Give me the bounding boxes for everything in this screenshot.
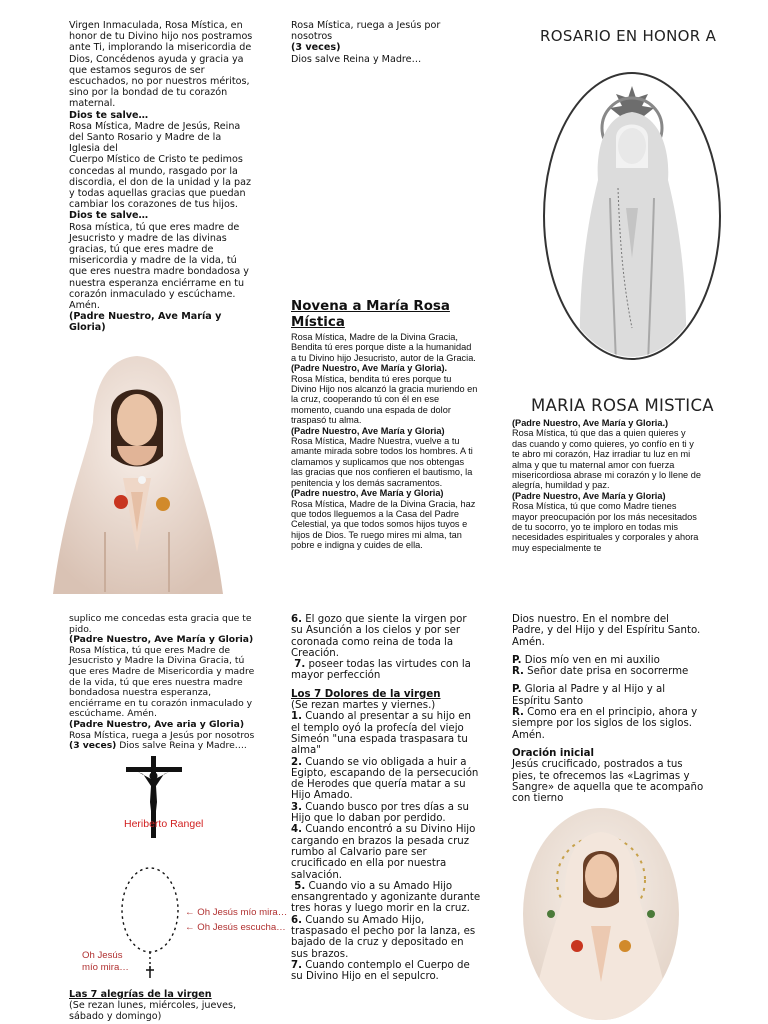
alegrias-sub: (Se rezan lunes, miércoles, jueves, sábado y domingo) — [69, 1000, 237, 1023]
virgin-rosa-mistica-image-2 — [521, 806, 681, 1022]
col3b-p2-label: P. — [512, 684, 522, 696]
rosary-label-oh-jesus: Oh Jesús — [82, 950, 123, 961]
col3b-p-line: Dios mío ven en mi auxilio — [524, 654, 660, 666]
novena-r1: (Padre Nuestro, Ave María y Gloria). — [291, 363, 448, 374]
oracion-inicial-title: Oración inicial — [512, 747, 595, 759]
dolor-4-number: 4. — [291, 824, 302, 836]
col1b-tres-veces: (3 veces) — [69, 740, 117, 752]
col3-p1: Rosa Mística, tú que das a quien quieres y das cuando y como quieres, yo confío en ti y te abro mi corazón, Haz irradiar tu luz en mi alma y que tu maternal amor con fuerza misericordiosa abrase mi corazón y lo llene de alegría, humildad y paz. — [512, 428, 701, 491]
dolor-5: Cuando vio a su Amado Hijo ensangrentado y agonizante durante tres horas y luego morir en la cruz. — [291, 880, 481, 915]
paragraph-4: Rosa mística, tú que eres madre de Jesucristo y madre de las divinas gracias, tú que eres madre de misericordia y madre de la vida, tú que eres nuestra madre bondadosa y nuestra esperanza enciérrame en tu corazón inmaculado y escúchame. Amén. — [69, 221, 249, 312]
col1b-p3: Rosa Mística, ruega a Jesús por nosotros — [69, 729, 255, 741]
col3b-p-label: P. — [512, 654, 522, 666]
col3b-p2-line: Gloria al Padre y al Hijo y al Espíritu Santo — [512, 684, 666, 707]
dolor-6-number: 6. — [291, 914, 302, 926]
dolores-title: Los 7 Dolores de la virgen — [291, 688, 441, 700]
virgin-crowned-oval-image — [540, 68, 725, 364]
dolor-1-number: 1. — [291, 711, 302, 723]
paragraph-3: Cuerpo Místico de Cristo te pedimos concedas al mundo, rasgado por la discordia, el don de la unidad y la paz y todas aquellas gracias que puedan cambiar los corazones de tus hijos. — [69, 154, 252, 211]
col3-bottom-text — [512, 614, 704, 804]
dolor-2: Cuando se vio obligada a huir a Egipto, escapando de la persecución de Herodes que quería matar a su Hijo Amado. — [291, 756, 479, 802]
paragraph-2: Rosa Mística, Madre de Jesús, Reina del Santo Rosario y Madre de la Iglesia del — [69, 120, 241, 155]
col1b-r1: (Padre Nuestro, Ave María y Gloria) — [69, 634, 254, 646]
crucifix-label: Heriberto Rangel — [124, 818, 204, 830]
col3b-p1: Dios nuestro. En el nombre del Padre, y del Hijo y del Espíritu Santo. Amén. — [512, 614, 701, 648]
novena-p3: Rosa Mística, Madre Nuestra, vuelve a tu amante mirada sobre todos los hombres. A ti clamamos y suplicamos que nos obtengas las gracias que nos confieren el bautismo, la penitencia y los demás sacramentos. — [291, 436, 473, 488]
rosario-title: ROSARIO EN HONOR A — [540, 27, 717, 45]
dolores-sub: (Se rezan martes y viernes.) — [291, 700, 436, 712]
dolor-7-number: 7. — [291, 959, 302, 971]
dios-te-salve-1: Dios te salve… — [69, 109, 149, 121]
dios-salve-reina: Dios salve Reina y Madre… — [291, 53, 422, 65]
col1-top-text — [69, 20, 254, 334]
novena-r2: (Padre Nuestro, Ave María y Gloria) — [291, 425, 445, 436]
padre-nuestro-1: (Padre Nuestro, Ave María y Gloria) — [69, 311, 222, 334]
col3b-r-label: R. — [512, 666, 524, 678]
dolor-3: Cuando busco por tres días a su Hijo que lo daban por perdido. — [291, 801, 469, 825]
col2-top-text — [291, 20, 481, 65]
alegria-6-number: 6. — [291, 614, 302, 625]
ruega-line: Rosa Mística, ruega a Jesús por nosotros — [291, 20, 441, 43]
alegria-6: El gozo que siente la virgen por su Asunción a los cielos y por ser coronada como reina de toda la Creación. — [291, 614, 467, 659]
novena-p4: Rosa Mística, Madre de la Divina Gracia, haz que todos lleguemos a la Casa del Padre Celestial, ya que todos somos hijos tuyos e hijos de Dios. Te ruego mires mi alma, tan pobre e indigna y cuides de ella. — [291, 498, 476, 551]
rosary-label-escucha: ← Oh Jesús escucha… — [185, 922, 286, 933]
novena-r3: (Padre nuestro, Ave María y Gloria) — [291, 488, 444, 499]
col3b-r-line: Señor date prisa en socorrerme — [527, 666, 689, 678]
virgin-rosa-mistica-image-1 — [45, 352, 230, 594]
dolor-2-number: 2. — [291, 756, 302, 768]
dolor-6: Cuando su Amado Hijo, traspasado el pecho por la lanza, es bajado de la cruz y depositado en sus brazos. — [291, 914, 476, 960]
dolor-4: Cuando encontró a su Divino Hijo cargando en brazos la pesada cruz rumbo al Calvario pare ser crucificado en ella por nuestra salvación. — [291, 824, 476, 881]
col3-p2: Rosa Mística, tú que como Madre tienes mayor preocupación por los más necesitados de tu socorro, yo te imploro en todas mis necesidades espirituales y corporales y ahora muy especialmente te — [512, 501, 699, 553]
novena-p2: Rosa Mística, bendita tú eres porque tu Divino Hijo nos alcanzó la gracia muriendo en la cruz, cooperando tú con él en ese momento, cuando una espada de dolor traspasó tu alma. — [291, 373, 478, 426]
dolor-1: Cuando al presentar a su hijo en el templo oyó la profecía del viejo Simeón "una espada traspasara tu alma" — [291, 711, 471, 757]
dolor-7: Cuando contemplo el Cuerpo de su Divino Hijo en el sepulcro. — [291, 959, 470, 983]
col1-bottom-text — [69, 614, 259, 752]
alegrias-title: Las 7 alegrías de la virgen — [69, 989, 212, 1000]
alegria-7-number: 7. — [294, 659, 306, 671]
oracion-inicial-text: Jesús crucificado, postrados a tus pies, te ofrecemos las «Lagrimas y Sangre» de aquella que te acompaño con tierno — [512, 759, 704, 805]
maria-rosa-mistica-title: MARIA ROSA MISTICA — [531, 396, 714, 415]
novena-title: Novena a María Rosa Mística — [291, 299, 450, 330]
dolor-5-number: 5. — [294, 880, 306, 892]
suplico-line: suplico me concedas esta gracia que te pido. — [69, 613, 252, 635]
col3b-r2-line: Como era en el principio, ahora y siempre por los siglos de los siglos. Amén. — [512, 707, 698, 741]
alegrias-section — [69, 989, 269, 1023]
tres-veces: (3 veces) — [291, 42, 341, 54]
dolor-3-number: 3. — [291, 801, 302, 813]
novena-p1: Rosa Mística, Madre de la Divina Gracia, Bendita tú eres porque diste a la humanidad a tu Divino hijo Jesucristo, autor de la Gracia. — [291, 332, 476, 363]
col2-bottom-text — [291, 614, 481, 983]
col1b-r2: (Padre Nuestro, Ave aria y Gloria) — [69, 718, 245, 730]
dios-te-salve-2: Dios te salve… — [69, 210, 149, 222]
rosary-label-mira: ← Oh Jesús mío mira… — [185, 907, 288, 918]
col3-r2: (Padre Nuestro, Ave María y Gloria) — [512, 490, 666, 501]
col3-r1: (Padre Nuestro, Ave María y Gloria.) — [512, 418, 669, 428]
intro-paragraph: Virgen Inmaculada, Rosa Mística, en honor de tu Divino hijo nos postramos ante Ti, implorando la misericordia de Dios, Concédenos ayuda y gracia ya que estamos seguros de ser escuchados, no por nuestros méritos, sino por la bondad de tu corazón maternal. — [69, 20, 253, 110]
rosary-label-mio-mira: mío mira… — [82, 962, 129, 973]
col1b-dios-salve: Dios salve Reina y Madre…. — [119, 740, 247, 752]
novena-text — [291, 332, 478, 551]
col1b-p2: Rosa Mística, tú que eres Madre de Jesucristo y Madre la Divina Gracia, tú que eres Madre de Misericordia y madre de la vida, tú que eres nuestra madre bondadosa nuestra esperanza, enciérrame en tu corazón inmaculado y escúchame. Amén. — [69, 644, 255, 720]
alegria-7: poseer todas las virtudes con la mayor perfección — [291, 659, 471, 682]
col3-top-text — [512, 418, 702, 553]
col3b-r2-label: R. — [512, 707, 524, 719]
